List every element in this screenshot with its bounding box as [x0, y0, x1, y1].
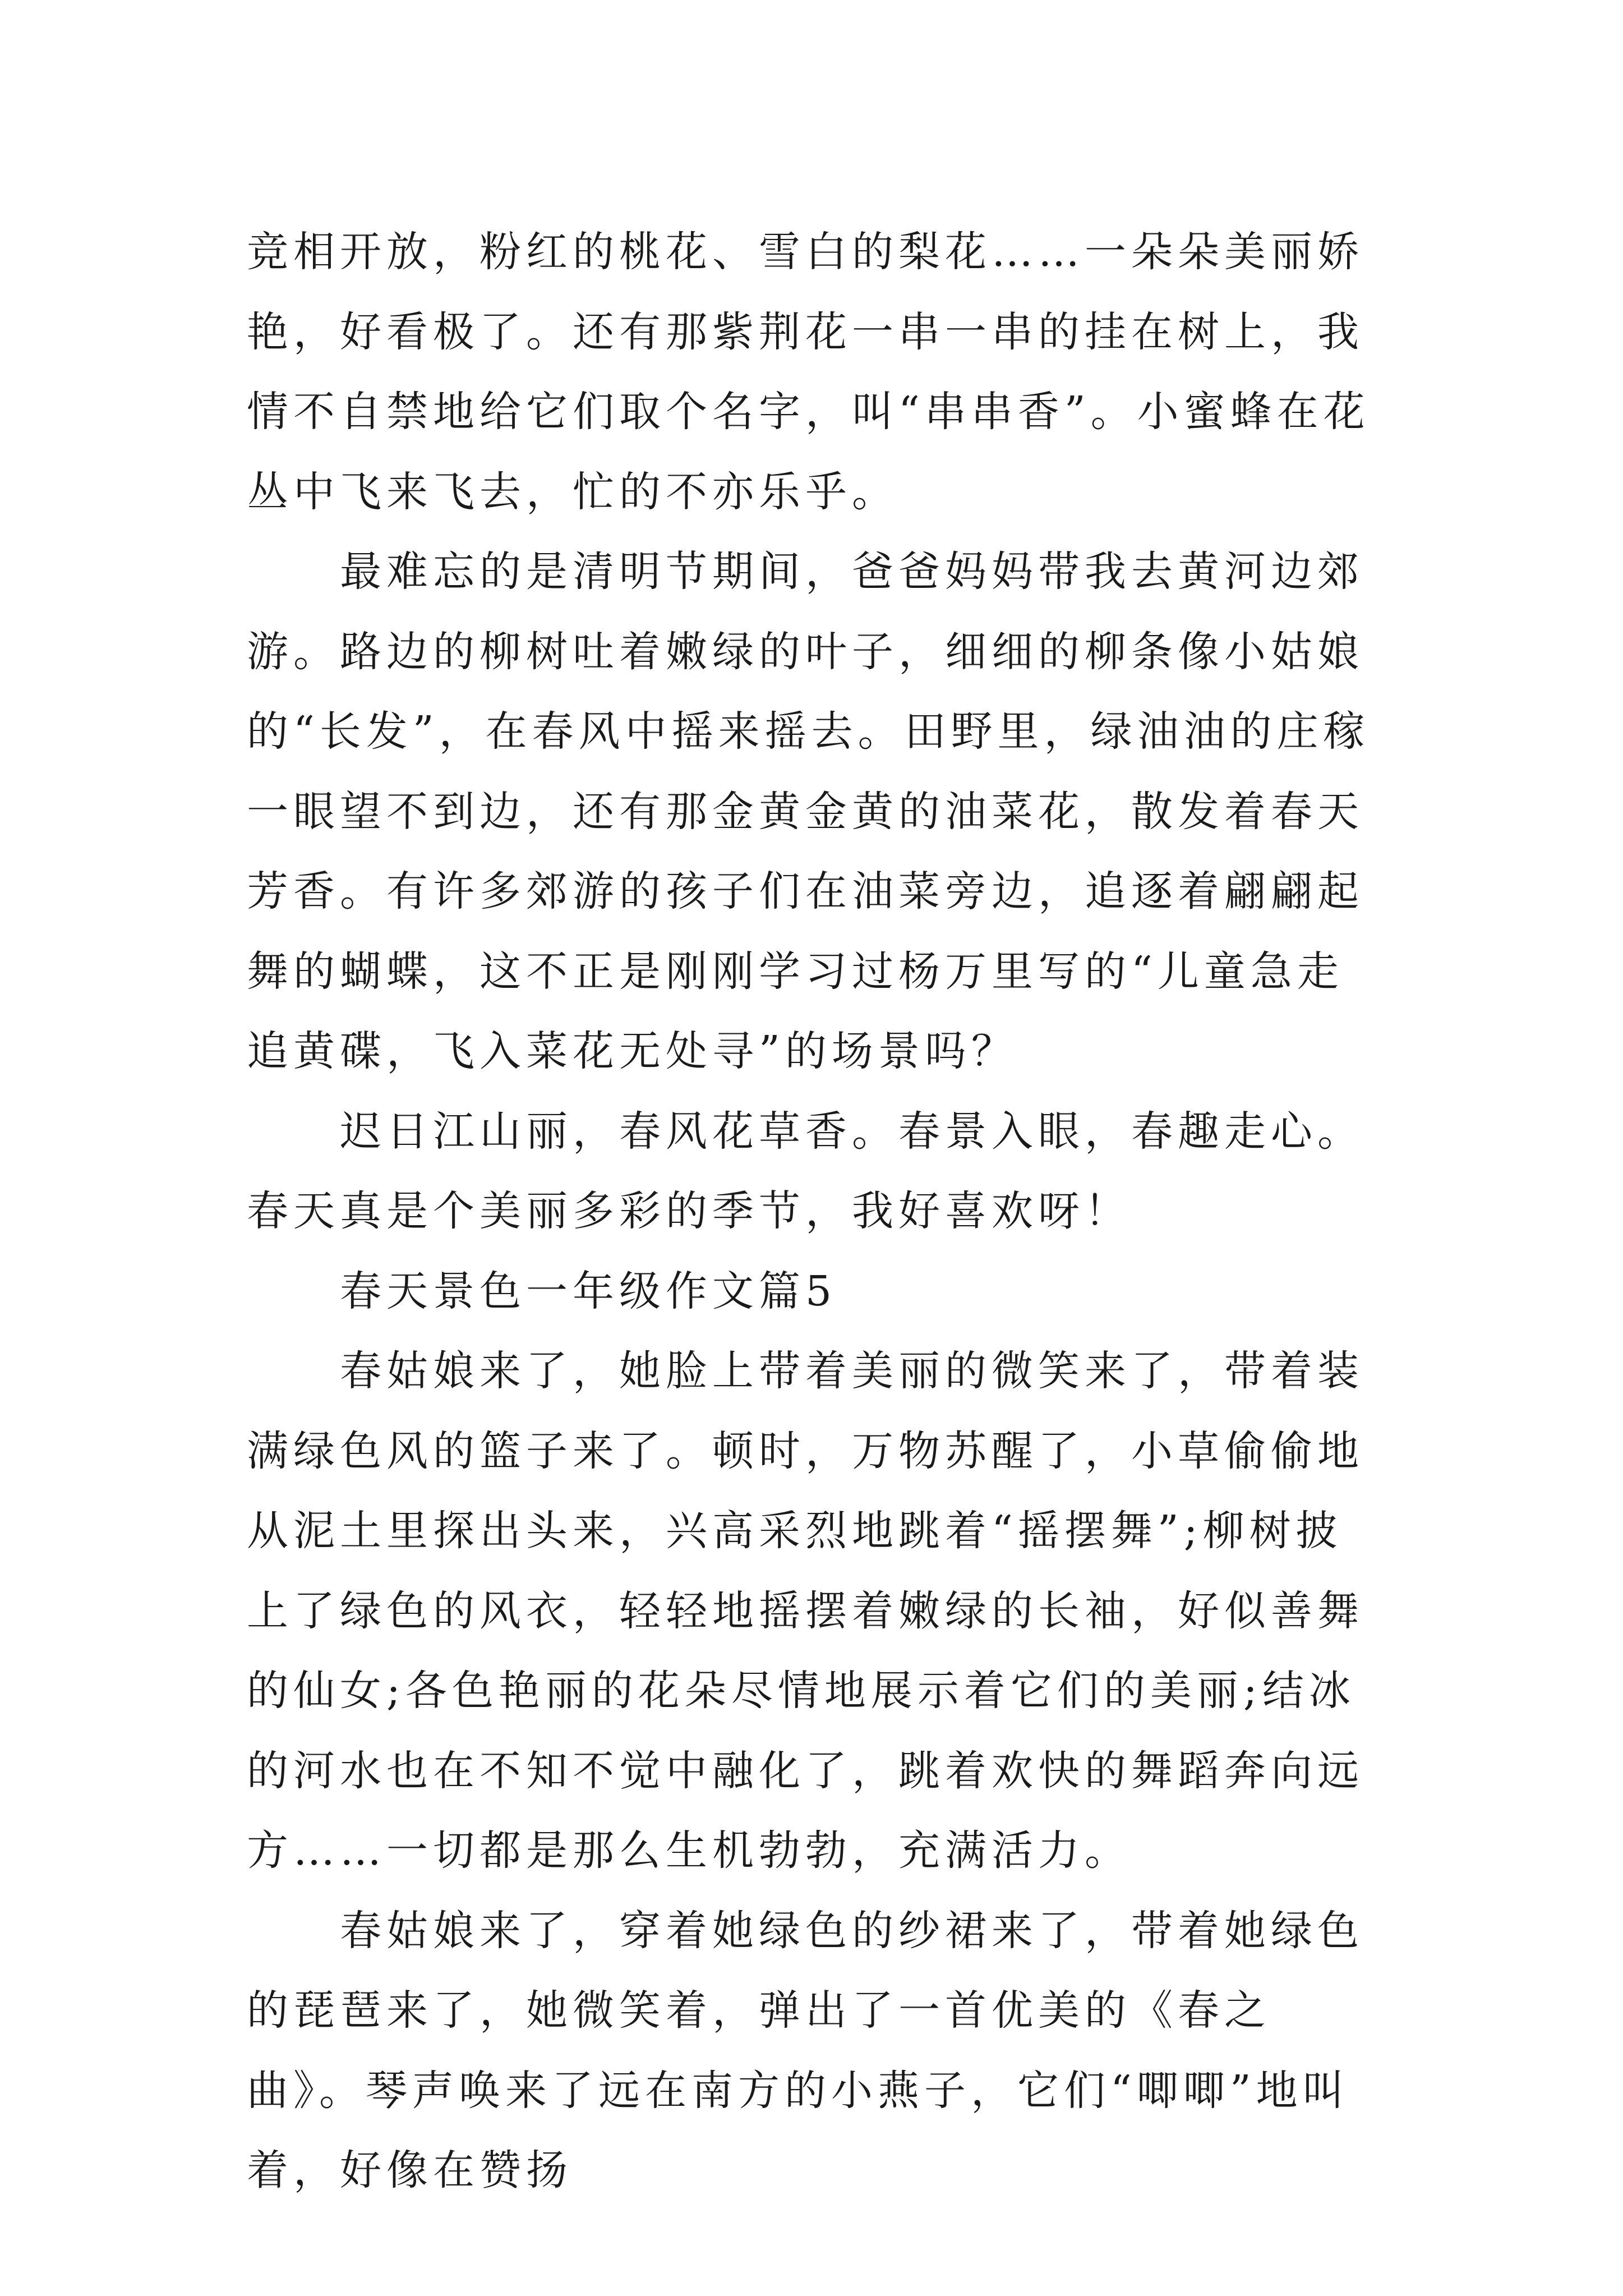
paragraph-4: 春姑娘来了，她脸上带着美丽的微笑来了，带着装满绿色风的篮子来了。顿时，万物苏醒了，小草偷偷地从泥土里探出头来，兴高采烈地跳着“摇摆舞”;柳树披上了绿色的风衣，轻轻地摇摆着嫩绿的长袖，好似善舞的仙女;各色艳丽的花朵尽情地展示着它们的美丽;结冰的河水也在不知不觉中融化了，跳着欢快的舞蹈奔向远方……一切都是那么生机勃勃，充满活力。 [247, 1347, 1364, 1875]
section-heading: 春天景色一年级作文篇5 [340, 1267, 837, 1315]
paragraph-1: 竞相开放，粉红的桃花、雪白的梨花……一朵朵美丽娇艳，好看极了。还有那紫荆花一串一串的挂在树上，我情不自禁地给它们取个名字，叫“串串香”。小蜜蜂在花丛中飞来飞去，忙的不亦乐乎。 [247, 228, 1370, 516]
paragraph-2: 最难忘的是清明节期间，爸爸妈妈带我去黄河边郊游。路边的柳树吐着嫩绿的叶子，细细的柳条像小姑娘的“长发”，在春风中摇来摇去。田野里，绿油油的庄稼一眼望不到边，还有那金黄金黄的油菜花，散发着春天芳香。有许多郊游的孩子们在油菜旁边，追逐着翩翩起舞的蝴蝶，这不正是刚刚学习过杨万里写的“儿童急走追黄碟，飞入菜花无处寻”的场景吗？ [247, 547, 1370, 1075]
paragraph-5: 春姑娘来了，穿着她绿色的纱裙来了，带着她绿色的琵琶来了，她微笑着，弹出了一首优美的《春之曲》。琴声唤来了远在南方的小燕子，它们“唧唧”地叫着，好像在赞扬 [247, 1906, 1364, 2194]
essay-body [247, 212, 1385, 2211]
paragraph-3: 迟日江山丽，春风花草香。春景入眼，春趣走心。春天真是个美丽多彩的季节，我好喜欢呀！ [247, 1107, 1364, 1235]
